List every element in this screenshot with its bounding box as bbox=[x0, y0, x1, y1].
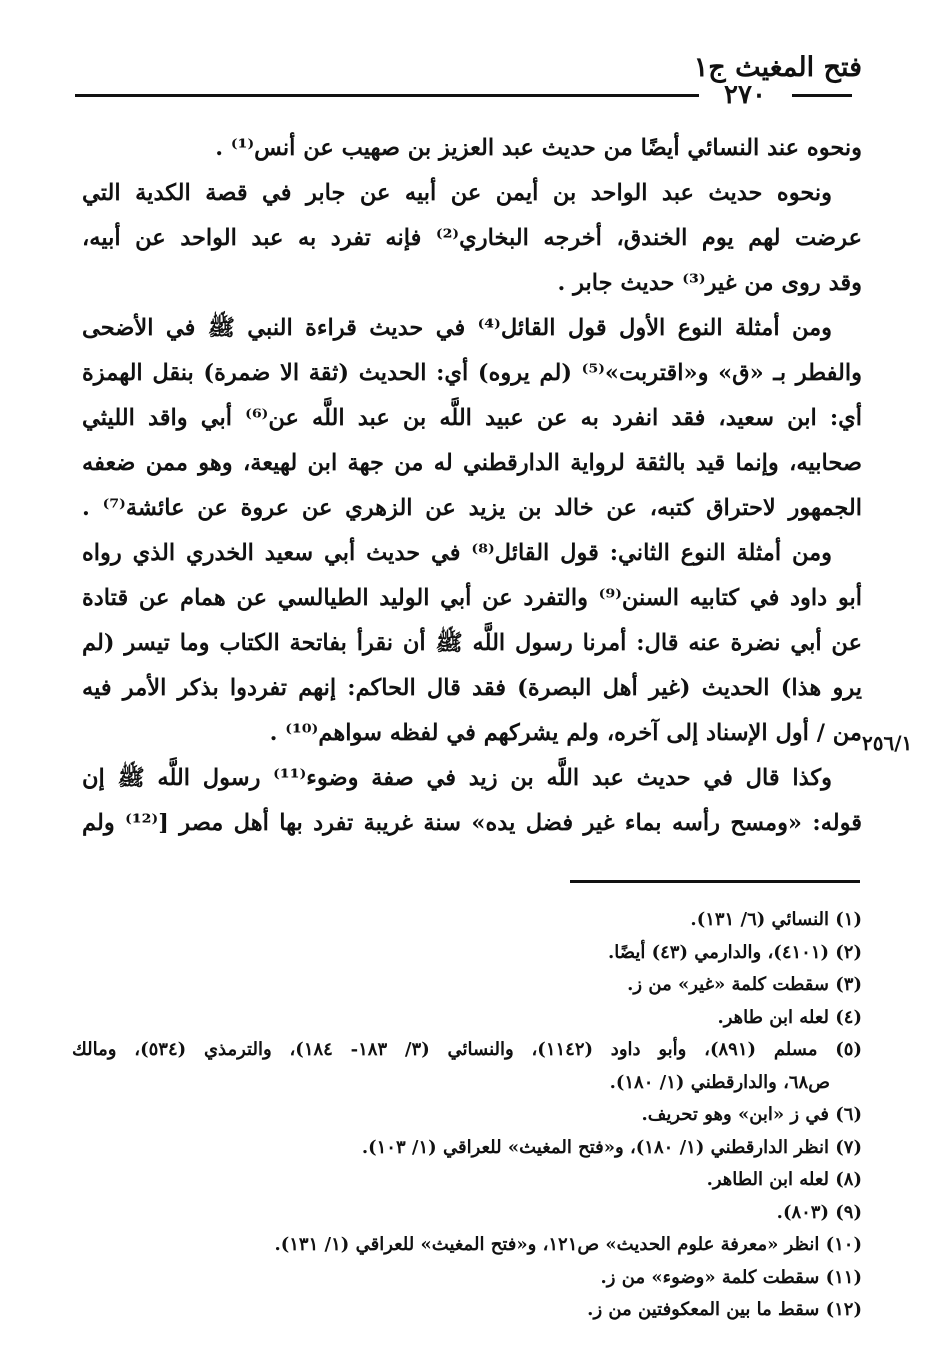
footnote: (١٢) سقط ما بين المعكوفتين من ز. bbox=[587, 1299, 862, 1320]
footnote: (١٠) انظر «معرفة علوم الحديث» ص١٢١، و«فتح المغيث» للعراقي (١/ ١٣١). bbox=[274, 1234, 862, 1255]
footnote: (٣) سقطت كلمة «غير» من ز. bbox=[627, 974, 862, 995]
text-line: وكذا قال في حديث عبد اللَّه بن زيد في صفة وضوء⁽¹¹⁾ رسول اللَّه ﷺ إن bbox=[82, 765, 832, 791]
text-line: ونحوه حديث عبد الواحد بن أيمن عن أبيه عن جابر في قصة الكدية التي bbox=[82, 180, 832, 206]
page-number: ٢٧٠ bbox=[724, 80, 766, 110]
footnote: (١١) سقطت كلمة «وضوء» من ز. bbox=[600, 1266, 862, 1288]
footnote: (٩) (٨٠٣). bbox=[776, 1201, 862, 1223]
footnote: (٥) مسلم (٨٩١)، وأبو داود (١١٤٢)، والنسائي (٣/ ١٨٣- ١٨٤)، والترمذي (٥٣٤)، ومالك bbox=[72, 1039, 862, 1060]
text-line: والفطر بـ «ق» و«اقتربت»⁽⁵⁾ (لم يروه) أي: الحديث (ثقة الا ضمرة) بنقل الهمزة bbox=[82, 360, 862, 386]
text-line: يرو هذا) الحديث (غير أهل البصرة) فقد قال الحاكم: إنهم تفردوا بذكر الأمر فيه bbox=[82, 675, 862, 701]
footnote-continuation: ص٦٨، والدارقطني (١/ ١٨٠). bbox=[609, 1071, 830, 1093]
text-line: ونحوه عند النسائي أيضًا من حديث عبد العزيز بن صهيب عن أنس⁽¹⁾ . bbox=[215, 135, 862, 161]
footnote: (٢) (٤١٠١)، والدارمي (٤٣) أيضًا. bbox=[607, 941, 862, 963]
book-title: فتح المغيث ج١ bbox=[693, 52, 862, 83]
main-text bbox=[82, 126, 862, 846]
text-line: وقد روى من غير⁽³⁾ حديث جابر . bbox=[557, 270, 862, 296]
text-line: أبو داود في كتابيه السنن⁽⁹⁾ والتفرد عن أبي الوليد الطيالسي عن همام عن قتادة bbox=[82, 585, 862, 611]
text-line: ومن أمثلة النوع الثاني: قول القائل⁽⁸⁾ في حديث أبي سعيد الخدري الذي رواه bbox=[82, 540, 832, 566]
text-line: صحابيه، وإنما قيد بالثقة لرواية الدارقطني له من جهة ابن لهيعة، وهو ممن ضعفه bbox=[82, 450, 862, 476]
text-line: عن أبي نضرة عنه قال: أمرنا رسول اللَّه ﷺ أن نقرأ بفاتحة الكتاب وما تيسر (لم bbox=[82, 630, 862, 656]
text-line: من / أول الإسناد إلى آخره، ولم يشركهم في لفظه سواهم⁽¹⁰⁾ . bbox=[269, 720, 862, 746]
manuscript-folio-reference: ٢٥٦/١ bbox=[862, 731, 913, 755]
footnote: (٤) لعله ابن طاهر. bbox=[717, 1006, 862, 1028]
footnote: (٧) انظر الدارقطني (١/ ١٨٠)، و«فتح المغيث» للعراقي (١/ ١٠٣). bbox=[361, 1136, 862, 1158]
text-line: قوله: «ومسح رأسه بماء غير فضل يده» سنة غريبة تفرد بها أهل مصر [⁽¹²⁾ ولم bbox=[82, 810, 862, 836]
header-rule-short bbox=[792, 94, 852, 97]
text-line: ومن أمثلة النوع الأول قول القائل⁽⁴⁾ في حديث قراءة النبي ﷺ في الأضحى bbox=[82, 315, 832, 341]
running-header bbox=[0, 0, 932, 110]
footnote-separator bbox=[570, 880, 860, 883]
text-line: أي: ابن سعيد، فقد انفرد به عن عبيد اللَّه بن عبد اللَّه عن⁽⁶⁾ أبي واقد الليثي bbox=[82, 405, 862, 431]
footnote: (١) النسائي (٦/ ١٣١). bbox=[690, 909, 862, 930]
header-rule bbox=[75, 94, 699, 97]
footnote: (٦) في ز «ابن» وهو تحريف. bbox=[641, 1104, 862, 1125]
text-line: الجمهور لاحتراق كتبه، عن خالد بن يزيد عن الزهري عن عروة عن عائشة⁽⁷⁾ . bbox=[82, 495, 862, 521]
text-line: عرضت لهم يوم الخندق، أخرجه البخاري⁽²⁾ فإنه تفرد به عبد الواحد عن أبيه، bbox=[82, 225, 862, 251]
footnote: (٨) لعله ابن الطاهر. bbox=[706, 1169, 862, 1190]
footnotes bbox=[72, 904, 862, 1327]
